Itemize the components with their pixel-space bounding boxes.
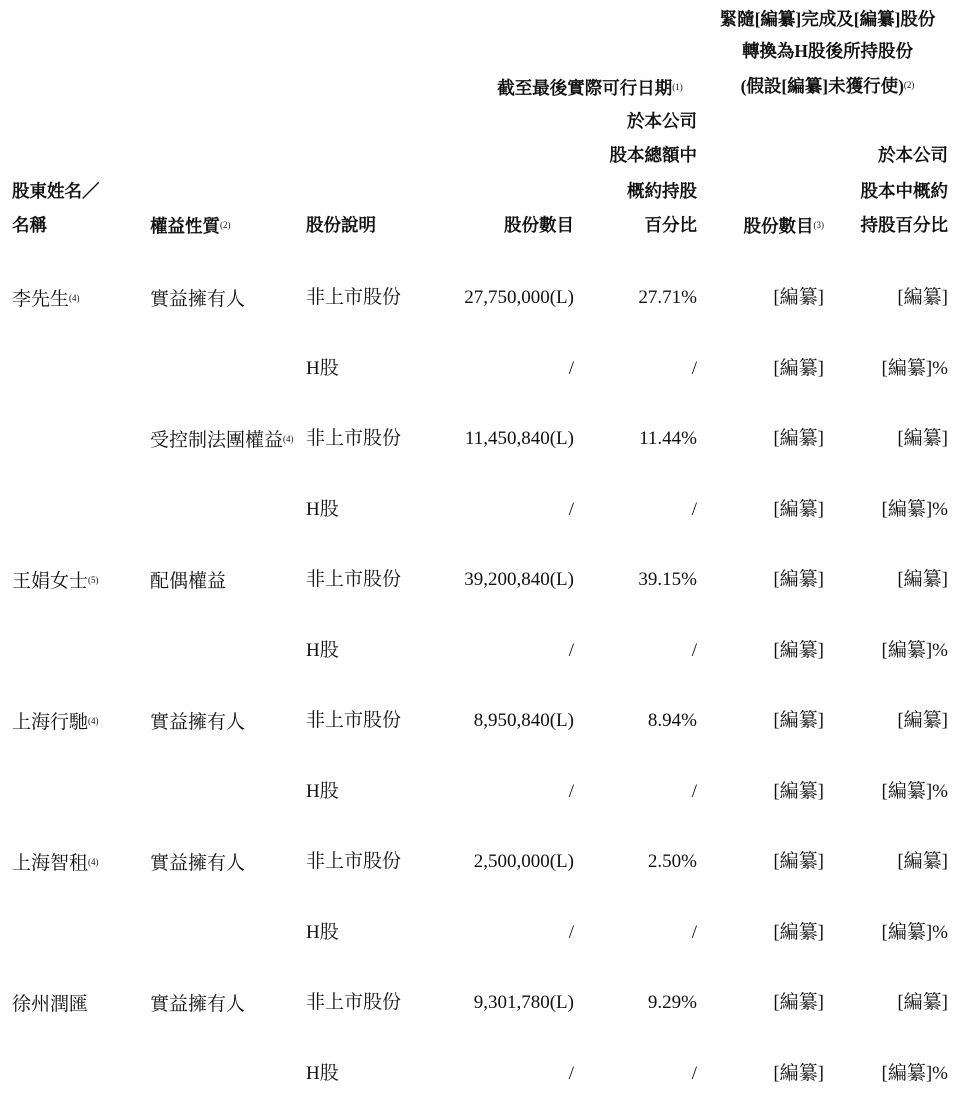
pct-post: [編纂] bbox=[897, 569, 948, 590]
current-date-header: 截至最後實際可行日期$^{(1)}$ bbox=[497, 78, 683, 98]
pct-post: [編纂]% bbox=[881, 640, 948, 661]
pct-post: [編纂]% bbox=[881, 1063, 948, 1084]
col-header-name-line2: 名稱 bbox=[12, 215, 47, 235]
col-header-desc: 股份說明 bbox=[306, 215, 376, 235]
pct-current: / bbox=[691, 1063, 697, 1084]
share-description: H股 bbox=[306, 358, 339, 379]
interest-nature: 受控制法團權益$^{(4)}$ bbox=[150, 430, 294, 451]
interest-nature: 實益擁有人 bbox=[150, 853, 246, 874]
col-header-pct-current-line4: 百分比 bbox=[644, 215, 697, 235]
footnote-ref: (4) bbox=[283, 434, 294, 444]
share-description: 非上市股份 bbox=[306, 992, 402, 1013]
pct-post: [編纂] bbox=[897, 851, 948, 872]
pct-current: 39.15% bbox=[638, 569, 697, 590]
pct-current: 2.50% bbox=[647, 851, 697, 872]
col-header-name-line1: 股東姓名／ bbox=[12, 181, 100, 201]
shares-current: 2,500,000(L) bbox=[473, 851, 574, 872]
col-header-pct-post-line2: 股本中概約 bbox=[860, 181, 948, 201]
shareholder-name: 上海智租$^{(4)}$ bbox=[12, 853, 99, 874]
pct-post: [編纂]% bbox=[881, 922, 948, 943]
footnote-ref: (4) bbox=[69, 293, 80, 303]
pct-post: [編纂]% bbox=[881, 499, 948, 520]
shares-current: 11,450,840(L) bbox=[464, 428, 574, 449]
pct-post: [編纂] bbox=[897, 992, 948, 1013]
shares-current: 9,301,780(L) bbox=[473, 992, 574, 1013]
pct-current: / bbox=[691, 358, 697, 379]
shareholder-name: 徐州潤匯 bbox=[12, 994, 89, 1015]
footnote-ref: (4) bbox=[88, 716, 99, 726]
pct-post: [編纂] bbox=[897, 287, 948, 308]
pct-current: 11.44% bbox=[639, 428, 697, 449]
post-offering-header-line3: (假設[編纂]未獲行使)$^{(2)}$ bbox=[740, 76, 915, 96]
share-description: 非上市股份 bbox=[306, 851, 402, 872]
pct-current: / bbox=[691, 499, 697, 520]
col-header-pct-current-line3: 概約持股 bbox=[627, 181, 697, 201]
pct-post: [編纂]% bbox=[881, 781, 948, 802]
col-header-nature: 權益性質$^{(2)}$ bbox=[150, 216, 231, 236]
pct-current: 9.29% bbox=[647, 992, 697, 1013]
pct-post: [編纂]% bbox=[881, 358, 948, 379]
share-description: H股 bbox=[306, 499, 339, 520]
share-description: 非上市股份 bbox=[306, 710, 402, 731]
footnote-ref: (4) bbox=[88, 857, 99, 867]
shares-post: [編纂] bbox=[773, 569, 824, 590]
shares-post: [編纂] bbox=[773, 1063, 824, 1084]
shares-current: / bbox=[568, 358, 574, 379]
post-offering-header-line1: 緊隨[編纂]完成及[編纂]股份 bbox=[719, 9, 936, 29]
share-description: H股 bbox=[306, 640, 339, 661]
share-description: H股 bbox=[306, 922, 339, 943]
shares-current: 8,950,840(L) bbox=[473, 710, 574, 731]
shares-post: [編纂] bbox=[773, 358, 824, 379]
share-description: 非上市股份 bbox=[306, 569, 402, 590]
col-header-pct-current-line1: 於本公司 bbox=[627, 111, 697, 131]
pct-post: [編纂] bbox=[897, 428, 948, 449]
shares-post: [編纂] bbox=[773, 781, 824, 802]
share-description: 非上市股份 bbox=[306, 287, 402, 308]
pct-current: / bbox=[691, 640, 697, 661]
interest-nature: 配偶權益 bbox=[150, 571, 227, 592]
pct-post: [編纂] bbox=[897, 710, 948, 731]
shares-post: [編纂] bbox=[773, 710, 824, 731]
pct-current: / bbox=[691, 922, 697, 943]
shareholder-name: 李先生$^{(4)}$ bbox=[12, 289, 80, 310]
footnote-ref: (5) bbox=[88, 575, 99, 585]
pct-current: / bbox=[691, 781, 697, 802]
shares-post: [編纂] bbox=[773, 851, 824, 872]
interest-nature: 實益擁有人 bbox=[150, 289, 246, 310]
shares-post: [編纂] bbox=[773, 287, 824, 308]
shares-current: / bbox=[568, 499, 574, 520]
shares-current: / bbox=[568, 1063, 574, 1084]
shares-current: / bbox=[568, 640, 574, 661]
shareholder-name: 上海行馳$^{(4)}$ bbox=[12, 712, 99, 733]
shares-post: [編纂] bbox=[773, 640, 824, 661]
shares-current: 27,750,000(L) bbox=[464, 287, 574, 308]
interest-nature: 實益擁有人 bbox=[150, 712, 246, 733]
shares-post: [編纂] bbox=[773, 992, 824, 1013]
share-description: H股 bbox=[306, 781, 339, 802]
shares-post: [編纂] bbox=[773, 922, 824, 943]
col-header-pct-post-line3: 持股百分比 bbox=[860, 215, 948, 235]
col-header-pct-post-line1: 於本公司 bbox=[878, 145, 948, 165]
share-description: H股 bbox=[306, 1063, 339, 1084]
col-header-pct-current-line2: 股本總額中 bbox=[609, 145, 697, 165]
share-description: 非上市股份 bbox=[306, 428, 402, 449]
shares-current: / bbox=[568, 781, 574, 802]
post-offering-header-line2: 轉換為H股後所持股份 bbox=[741, 41, 914, 61]
pct-current: 8.94% bbox=[647, 710, 697, 731]
interest-nature: 實益擁有人 bbox=[150, 994, 246, 1015]
shareholder-name: 王娟女士$^{(5)}$ bbox=[12, 571, 99, 592]
shares-post: [編纂] bbox=[773, 499, 824, 520]
pct-current: 27.71% bbox=[638, 287, 697, 308]
col-header-shares-post: 股份數目$^{(3)}$ bbox=[743, 216, 824, 236]
shares-post: [編纂] bbox=[773, 428, 824, 449]
shares-current: / bbox=[568, 922, 574, 943]
col-header-shares-current: 股份數目 bbox=[504, 215, 574, 235]
shares-current: 39,200,840(L) bbox=[464, 569, 574, 590]
